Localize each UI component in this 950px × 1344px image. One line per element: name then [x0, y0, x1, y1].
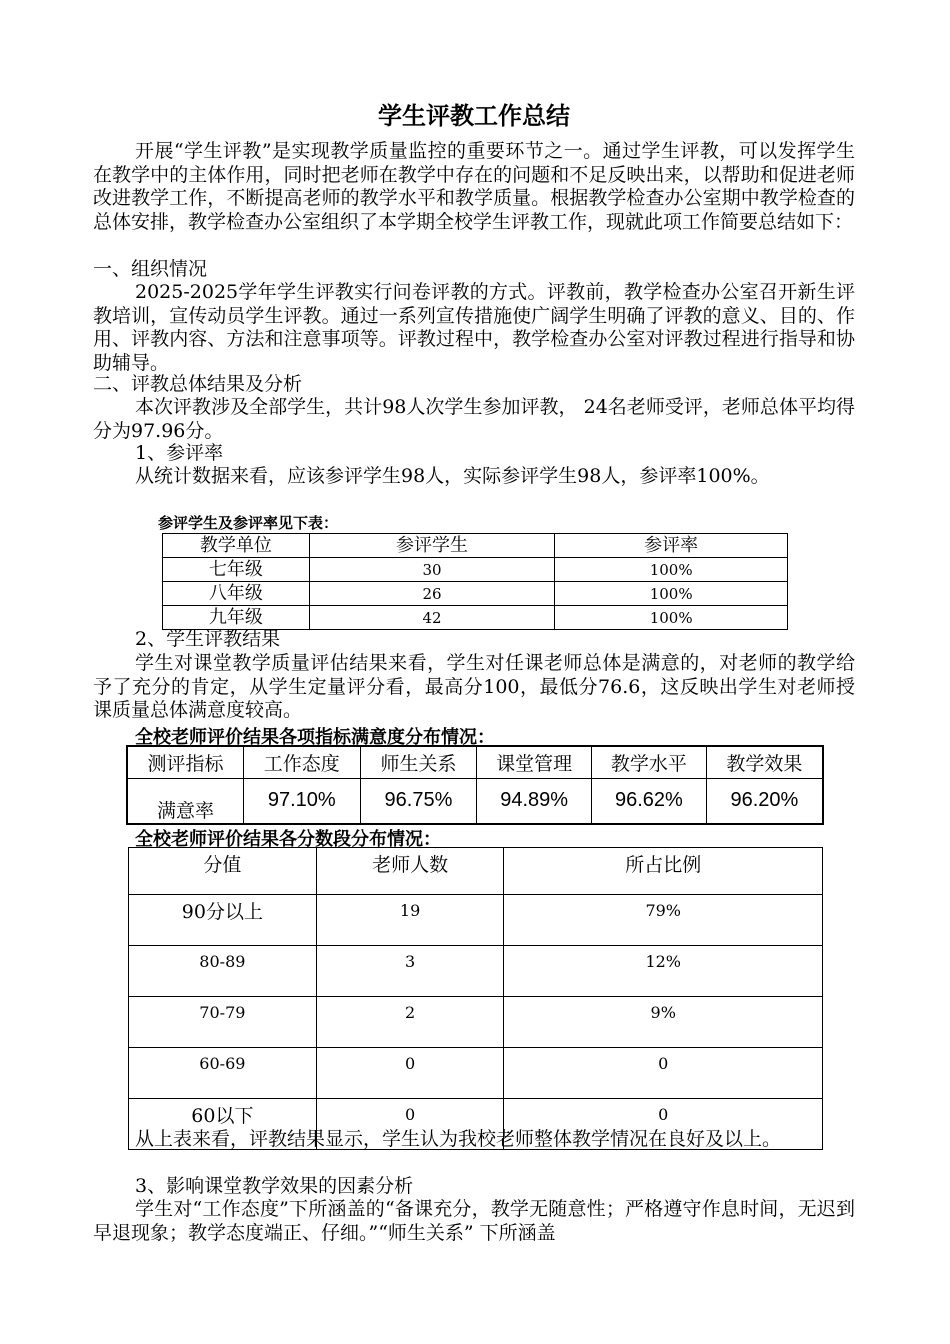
section2-heading: 二、评教总体结果及分析 — [93, 373, 303, 395]
table-header-cell: 教学效果 — [706, 746, 823, 778]
sub3-body: 学生对“工作态度”下所涵盖的“备课充分，教学无随意性；严格遵守作息时间，无迟到早退现象；教学态度端正、仔细。”“师生关系” 下所涵盖 — [93, 1198, 855, 1244]
table-header-cell: 参评率 — [555, 534, 788, 558]
sub1-body: 从统计数据来看，应该参评学生98人，实际参评学生98人，参评率100%。 — [135, 465, 770, 487]
table-cell: 0 — [316, 1099, 504, 1150]
table-header-cell: 老师人数 — [316, 848, 504, 895]
table-row — [129, 895, 823, 946]
table-header-cell: 师生关系 — [360, 746, 477, 778]
participation-table — [162, 533, 788, 630]
table-cell: 八年级 — [163, 582, 310, 606]
table-cell: 100% — [555, 606, 788, 630]
table-cell: 60-69 — [129, 1048, 317, 1099]
table-cell: 30 — [309, 558, 555, 582]
table-cell: 12% — [504, 946, 823, 997]
sub2-heading: 2、学生评教结果 — [135, 628, 281, 650]
table-row — [163, 558, 788, 582]
table-header-cell: 测评指标 — [127, 746, 243, 778]
table-cell: 19 — [316, 895, 504, 946]
table-header-cell: 教学单位 — [163, 534, 310, 558]
table-header-row — [129, 848, 823, 895]
table-header-cell: 参评学生 — [309, 534, 555, 558]
table3-caption: 全校老师评价结果各分数段分布情况： — [135, 829, 441, 850]
section2-body: 本次评教涉及全部学生，共计98人次学生参加评教， 24名老师受评，老师总体平均得分为97.96分。 — [93, 396, 855, 442]
sub1-heading: 1、参评率 — [135, 442, 224, 464]
table-header-cell: 课堂管理 — [477, 746, 592, 778]
table-cell: 3 — [316, 946, 504, 997]
table-cell: 96.20% — [706, 778, 823, 824]
table-cell: 97.10% — [243, 778, 360, 824]
table-cell: 0 — [504, 1099, 823, 1150]
score-distribution-table — [128, 847, 823, 1150]
table-row — [129, 997, 823, 1048]
table-cell: 94.89% — [477, 778, 592, 824]
table-cell: 79% — [504, 895, 823, 946]
document-title: 学生评教工作总结 — [378, 102, 570, 130]
table-header-cell: 工作态度 — [243, 746, 360, 778]
table1-caption: 参评学生及参评率见下表： — [158, 514, 339, 532]
intro-paragraph: 开展“学生评教”是实现教学质量监控的重要环节之一。通过学生评教，可以发挥学生在教学中的主体作用，同时把老师在教学中存在的问题和不足反映出来，以帮助和促进老师改进教学工作，不断提高老师的教学水平和教学质量。根据教学检查办公室期中教学检查的总体安排，教学检查办公室组织了本学期全校学生评教工作，现就此项工作简要总结如下： — [93, 140, 855, 233]
table-cell: 96.62% — [592, 778, 707, 824]
table-cell: 70-79 — [129, 997, 317, 1048]
table-cell: 26 — [309, 582, 555, 606]
satisfaction-table — [126, 745, 824, 825]
table-row — [163, 606, 788, 630]
table-header-cell: 教学水平 — [592, 746, 707, 778]
table-cell: 42 — [309, 606, 555, 630]
table-header-row — [127, 746, 823, 778]
table-cell: 100% — [555, 558, 788, 582]
table-cell: 96.75% — [360, 778, 477, 824]
table-cell: 80-89 — [129, 946, 317, 997]
table2-caption: 全校老师评价结果各项指标满意度分布情况： — [135, 727, 495, 748]
section1-heading: 一、组织情况 — [93, 258, 208, 280]
table-row — [129, 1048, 823, 1099]
sub2-body: 学生对课堂教学质量评估结果来看，学生对任课老师总体是满意的，对老师的教学给予了充分的肯定，从学生定量评分看，最高分100，最低分76.6，这反映出学生对老师授课质量总体满意度较高。 — [93, 652, 855, 721]
table-cell: 90分以上 — [129, 895, 317, 946]
table-cell: 七年级 — [163, 558, 310, 582]
table-cell: 0 — [504, 1048, 823, 1099]
table-header-cell: 分值 — [129, 848, 317, 895]
table-header-row — [163, 534, 788, 558]
table-cell: 60以下 — [129, 1099, 317, 1150]
table-row — [127, 778, 823, 824]
conclusion-paragraph: 从上表来看，评教结果显示，学生认为我校老师整体教学情况在良好及以上。 — [135, 1128, 782, 1150]
table-cell: 100% — [555, 582, 788, 606]
table-header-cell: 所占比例 — [504, 848, 823, 895]
table-row-label: 满意率 — [127, 778, 243, 824]
table-row — [163, 582, 788, 606]
sub3-heading: 3、影响课堂教学效果的因素分析 — [135, 1175, 414, 1197]
table-cell: 2 — [316, 997, 504, 1048]
table-row — [129, 946, 823, 997]
table-cell: 九年级 — [163, 606, 310, 630]
table-cell: 9% — [504, 997, 823, 1048]
section1-body: 2025-2025学年学生评教实行问卷评教的方式。评教前，教学检查办公室召开新生评教培训，宣传动员学生评教。通过一系列宣传措施使广阔学生明确了评教的意义、目的、作用、评教内容、方法和注意事项等。评教过程中，教学检查办公室对评教过程进行指导和协助辅导。 — [93, 281, 855, 374]
table-cell: 0 — [316, 1048, 504, 1099]
